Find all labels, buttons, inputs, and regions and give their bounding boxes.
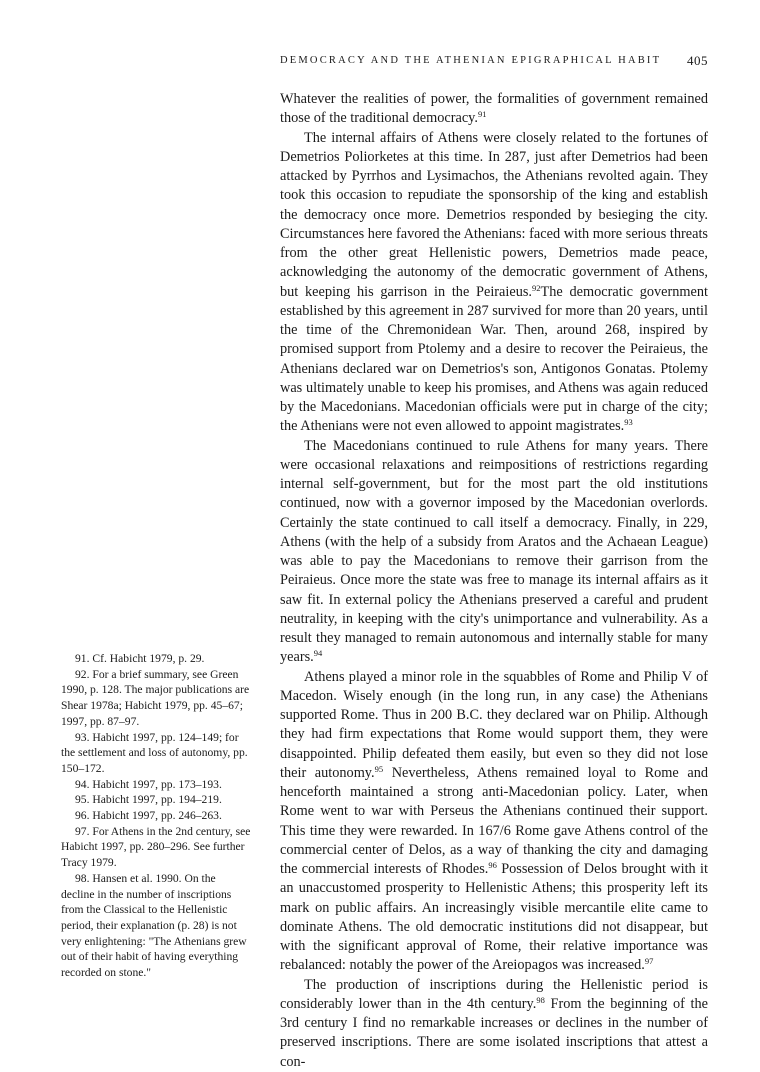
footnote: 92. For a brief summary, see Green 1990, p. 128. The major publications are Shear 1978a; Habicht 1979, pp. 45–67; 1997, pp. 87–97.	[61, 667, 250, 728]
footnote-ref[interactable]: 93	[624, 417, 633, 428]
footnote-ref[interactable]: 98	[536, 994, 545, 1005]
running-title: DEMOCRACY AND THE ATHENIAN EPIGRAPHICAL HABIT	[280, 55, 662, 66]
footnote: 96. Habicht 1997, pp. 246–263.	[75, 809, 222, 823]
footnote-ref[interactable]: 91	[477, 109, 487, 120]
footnote-ref[interactable]: 96	[488, 860, 497, 870]
paragraph: Athens played a minor role in the squabbles of Rome and Philip V of Macedon. Wisely enough (in the long run, in any case) the Athenians supported Rome. Thus in 200 B.C. they declared war on Philip. Although they had firm expectations that Rome would support them, they were disappointed. Philip defeated them easily, but even so they did not lose their autonomy.$^{95}$ Nevertheless, Athens remained loyal to Rome and henceforth maintained a strong anti-Macedonian policy. Later, when Rome went to war with Perseus the Athenians continued their support. This time they were rewarded. In 167/6 Rome gave Athens control of the commercial center of Delos, as a way of thanking the city and damaging the commercial interests of Rhodes.$^{96}$ Possession of Delos brought with it an unaccustomed prosperity to Hellenistic Athens; this prosperity left its mark on public affairs. An increasingly visible mercantile elite came to dominate Athens. The old democratic institutions did not disappear, but with the significant approval of Rome, their relative importance was rebalanced: notably the power of the Areiopagos was increased.$^{97}$	[280, 668, 708, 974]
paragraph: Whatever the realities of power, the formalities of government remained those of the traditional democracy.$^{91}$	[280, 91, 708, 127]
footnote: 94. Habicht 1997, pp. 173–193.	[75, 777, 222, 791]
running-head	[280, 55, 708, 69]
footnotes	[61, 651, 251, 981]
footnote: 95. Habicht 1997, pp. 194–219.	[75, 793, 222, 807]
footnote-ref[interactable]: 97	[644, 956, 654, 967]
main-text	[280, 90, 708, 1072]
footnote-ref[interactable]: 95	[374, 763, 384, 774]
footnote: 91. Cf. Habicht 1979, p. 29.	[75, 652, 205, 665]
footnote-ref[interactable]: 94	[313, 648, 323, 659]
footnote: 98. Hansen et al. 1990. On the decline in the number of inscriptions from the Classical to the Hellenistic period, their explanation (p. 28) is not very enlightening: "The Athenians grew out of their habit of having everything recorded on stone."	[61, 871, 247, 980]
paragraph: The internal affairs of Athens were closely related to the fortunes of Demetrios Poliorketes at this time. In 287, just after Demetrios had been attacked by Pyrrhos and Lysimachos, the Athenians revolted again. They took this occasion to repudiate the sponsorship of the king and establish the democracy once more. Demetrios responded by besieging the city. Circumstances here favored the Athenians: faced with more serious threats from the other great Hellenistic powers, Demetrios made peace, acknowledging the autonomy of the democratic government of Athens, but keeping his garrison in the Peiraieus.$^{92}$The democratic government established by this agreement in 287 survived for more than 20 years, until the time of the Chremonidean War. Then, around 268, inspired by promised support from Ptolemy and a desire to recover the Peiraieus, the Athenians declared war on Demetrios's son, Antigonos Gonatas. Ptolemy was ultimately unable to keep his promises, and Athens was again reduced by the Macedonians. Macedonian officials were put in charge of the city; the Athenians were not even allowed to appoint magistrates.$^{93}$	[280, 129, 708, 435]
footnote-ref[interactable]: 92	[532, 282, 541, 293]
footnote: 97. For Athens in the 2nd century, see Habicht 1997, pp. 280–296. See further Tracy 1979.	[61, 824, 251, 870]
footnote: 93. Habicht 1997, pp. 124–149; for the settlement and loss of autonomy, pp. 150–172.	[61, 730, 248, 775]
paragraph: The production of inscriptions during the Hellenistic period is considerably lower than in the 4th century.$^{98}$ From the beginning of the 3rd century I find no remarkable increases or declines in the number of preserved inscriptions. There are some isolated inscriptions that attest a con-	[280, 976, 709, 1070]
page-number: 405	[687, 53, 708, 68]
paragraph: The Macedonians continued to rule Athens for many years. There were occasional relaxations and reimpositions of restrictions regarding internal self-government, but for the most part the old institutions continued, now with a governor imposed by the Macedonian overlords. Certainly the state continued to call itself a democracy. Finally, in 229, Athens (with the help of a subsidy from Aratos and the Achaean League) was able to pay the Macedonians to remove their garrison from the Peiraieus. Once more the state was free to manage its internal affairs as it saw fit. In external policy the Athenians preserved a careful and prudent neutrality, in keeping with the city's unimportance and vulnerability. As a result they managed to remain autonomous and internally stable for many years.$^{94}$	[280, 437, 708, 666]
